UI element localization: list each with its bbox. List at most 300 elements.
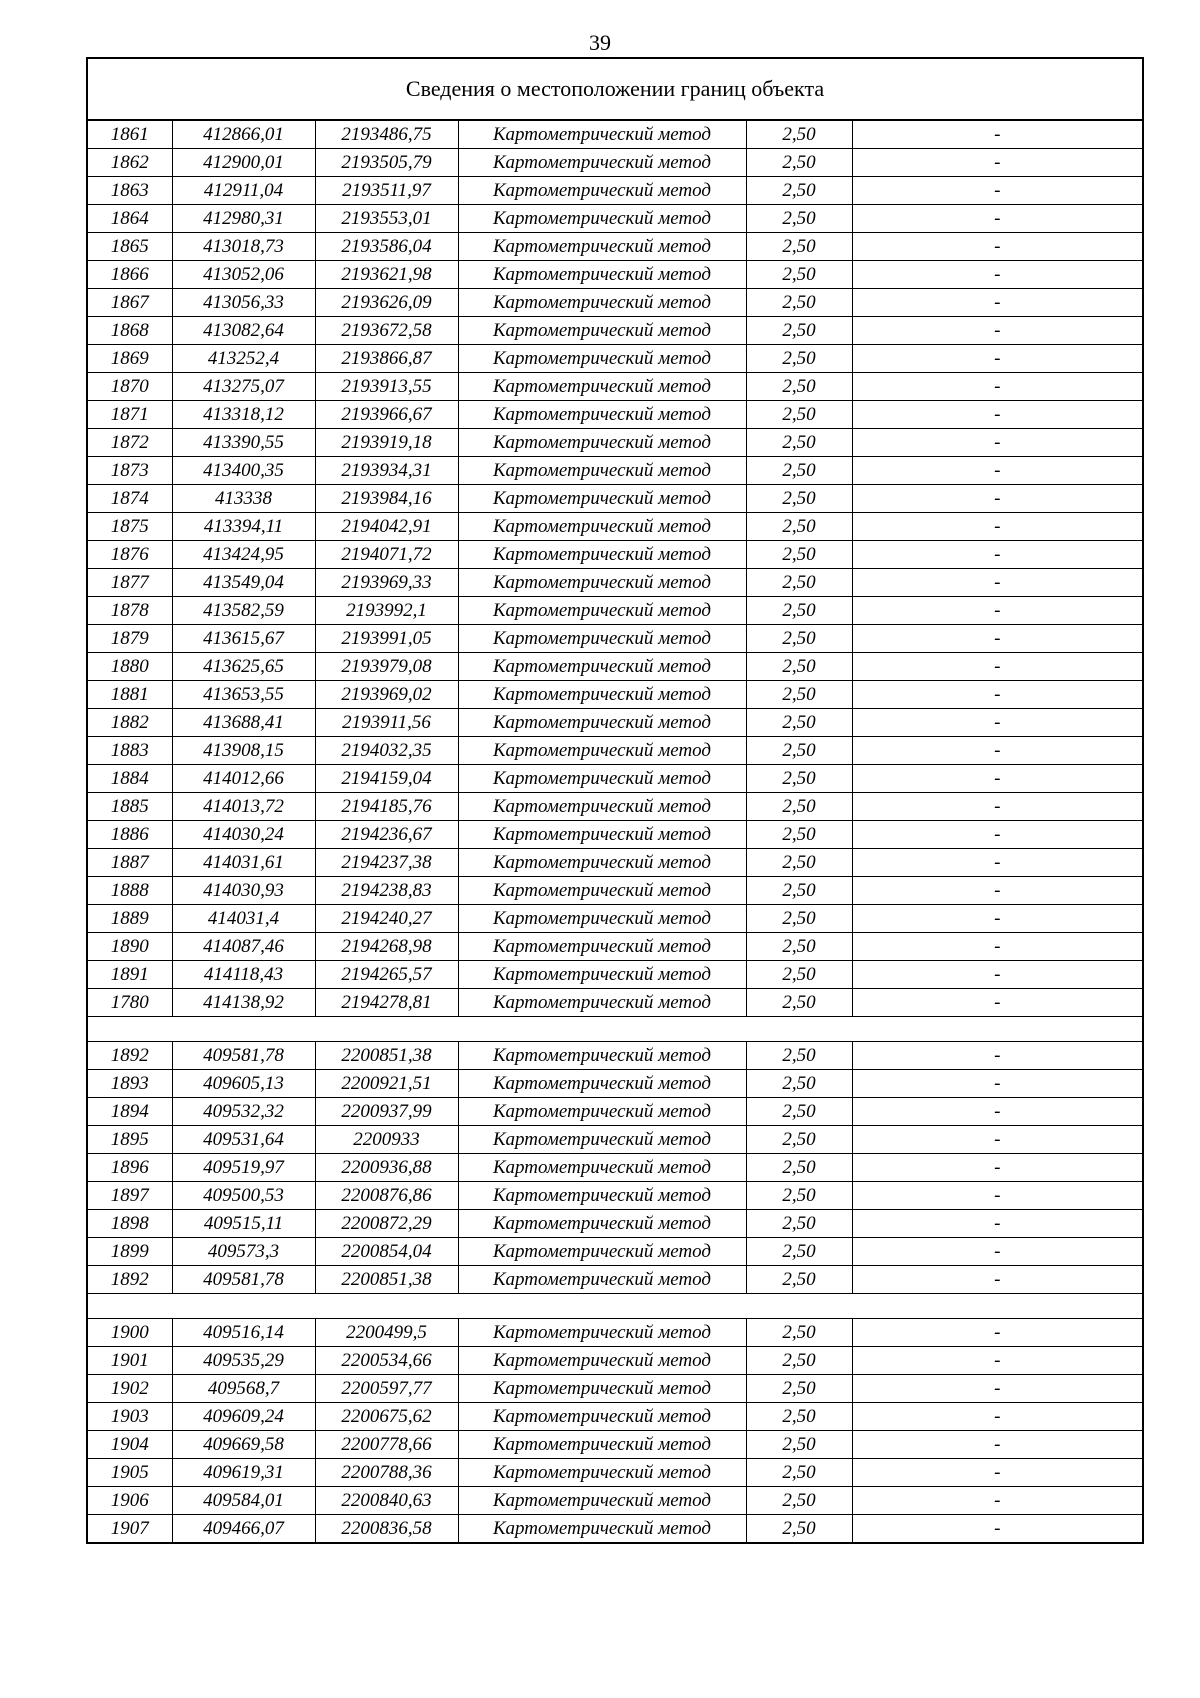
method-cell: Картометрический метод bbox=[458, 1266, 746, 1294]
method-cell: Картометрический метод bbox=[458, 961, 746, 989]
table-row bbox=[88, 1182, 1142, 1210]
page-number: 39 bbox=[589, 30, 611, 55]
description-cell: - bbox=[852, 1154, 1142, 1182]
x-coordinate-cell: 409515,11 bbox=[172, 1210, 315, 1238]
x-coordinate-cell: 413390,55 bbox=[172, 429, 315, 457]
description-cell: - bbox=[852, 1375, 1142, 1403]
accuracy-cell: 2,50 bbox=[746, 1098, 852, 1126]
method-cell: Картометрический метод bbox=[458, 681, 746, 709]
accuracy-cell: 2,50 bbox=[746, 1375, 852, 1403]
table-row bbox=[88, 345, 1142, 373]
method-cell: Картометрический метод bbox=[458, 317, 746, 345]
x-coordinate-cell: 413394,11 bbox=[172, 513, 315, 541]
table-row bbox=[88, 765, 1142, 793]
y-coordinate-cell: 2194236,67 bbox=[315, 821, 458, 849]
accuracy-cell: 2,50 bbox=[746, 877, 852, 905]
x-coordinate-cell: 409581,78 bbox=[172, 1042, 315, 1070]
y-coordinate-cell: 2193979,08 bbox=[315, 653, 458, 681]
point-number-cell: 1892 bbox=[88, 1266, 172, 1294]
x-coordinate-cell: 413908,15 bbox=[172, 737, 315, 765]
x-coordinate-cell: 414031,4 bbox=[172, 905, 315, 933]
table-row bbox=[88, 1042, 1142, 1070]
x-coordinate-cell: 409532,32 bbox=[172, 1098, 315, 1126]
description-cell: - bbox=[852, 177, 1142, 205]
point-number-cell: 1900 bbox=[88, 1319, 172, 1347]
method-cell: Картометрический метод bbox=[458, 1070, 746, 1098]
y-coordinate-cell: 2193621,98 bbox=[315, 261, 458, 289]
point-number-cell: 1892 bbox=[88, 1042, 172, 1070]
table-row bbox=[88, 1375, 1142, 1403]
y-coordinate-cell: 2200937,99 bbox=[315, 1098, 458, 1126]
accuracy-cell: 2,50 bbox=[746, 1487, 852, 1515]
accuracy-cell: 2,50 bbox=[746, 401, 852, 429]
description-cell: - bbox=[852, 149, 1142, 177]
point-number-cell: 1906 bbox=[88, 1487, 172, 1515]
description-cell: - bbox=[852, 1319, 1142, 1347]
method-cell: Картометрический метод bbox=[458, 1182, 746, 1210]
method-cell: Картометрический метод bbox=[458, 121, 746, 149]
y-coordinate-cell: 2194238,83 bbox=[315, 877, 458, 905]
table-row bbox=[88, 233, 1142, 261]
description-cell: - bbox=[852, 681, 1142, 709]
x-coordinate-cell: 413653,55 bbox=[172, 681, 315, 709]
accuracy-cell: 2,50 bbox=[746, 513, 852, 541]
x-coordinate-cell: 413549,04 bbox=[172, 569, 315, 597]
method-cell: Картометрический метод bbox=[458, 1431, 746, 1459]
accuracy-cell: 2,50 bbox=[746, 793, 852, 821]
point-number-cell: 1865 bbox=[88, 233, 172, 261]
x-coordinate-cell: 409535,29 bbox=[172, 1347, 315, 1375]
accuracy-cell: 2,50 bbox=[746, 933, 852, 961]
table-row bbox=[88, 625, 1142, 653]
x-coordinate-cell: 414030,93 bbox=[172, 877, 315, 905]
point-number-cell: 1897 bbox=[88, 1182, 172, 1210]
method-cell: Картометрический метод bbox=[458, 233, 746, 261]
x-coordinate-cell: 412911,04 bbox=[172, 177, 315, 205]
y-coordinate-cell: 2194240,27 bbox=[315, 905, 458, 933]
description-cell: - bbox=[852, 1126, 1142, 1154]
method-cell: Картометрический метод bbox=[458, 989, 746, 1017]
method-cell: Картометрический метод bbox=[458, 1126, 746, 1154]
method-cell: Картометрический метод bbox=[458, 513, 746, 541]
point-number-cell: 1884 bbox=[88, 765, 172, 793]
table-title: Сведения о местоположении границ объекта bbox=[88, 59, 1142, 121]
y-coordinate-cell: 2193966,67 bbox=[315, 401, 458, 429]
y-coordinate-cell: 2193984,16 bbox=[315, 485, 458, 513]
table-row bbox=[88, 849, 1142, 877]
x-coordinate-cell: 412980,31 bbox=[172, 205, 315, 233]
group-separator-cell bbox=[88, 1017, 1142, 1042]
y-coordinate-cell: 2193969,33 bbox=[315, 569, 458, 597]
accuracy-cell: 2,50 bbox=[746, 961, 852, 989]
method-cell: Картометрический метод bbox=[458, 401, 746, 429]
x-coordinate-cell: 414138,92 bbox=[172, 989, 315, 1017]
method-cell: Картометрический метод bbox=[458, 793, 746, 821]
y-coordinate-cell: 2194237,38 bbox=[315, 849, 458, 877]
y-coordinate-cell: 2193586,04 bbox=[315, 233, 458, 261]
accuracy-cell: 2,50 bbox=[746, 457, 852, 485]
x-coordinate-cell: 414031,61 bbox=[172, 849, 315, 877]
point-number-cell: 1863 bbox=[88, 177, 172, 205]
y-coordinate-cell: 2194042,91 bbox=[315, 513, 458, 541]
y-coordinate-cell: 2193991,05 bbox=[315, 625, 458, 653]
table-row bbox=[88, 821, 1142, 849]
point-number-cell: 1861 bbox=[88, 121, 172, 149]
method-cell: Картометрический метод bbox=[458, 821, 746, 849]
accuracy-cell: 2,50 bbox=[746, 905, 852, 933]
table-row bbox=[88, 1459, 1142, 1487]
accuracy-cell: 2,50 bbox=[746, 1266, 852, 1294]
y-coordinate-cell: 2200876,86 bbox=[315, 1182, 458, 1210]
accuracy-cell: 2,50 bbox=[746, 345, 852, 373]
y-coordinate-cell: 2193911,56 bbox=[315, 709, 458, 737]
accuracy-cell: 2,50 bbox=[746, 205, 852, 233]
y-coordinate-cell: 2193969,02 bbox=[315, 681, 458, 709]
point-number-cell: 1902 bbox=[88, 1375, 172, 1403]
coordinates-table-body bbox=[88, 121, 1142, 1542]
table-row bbox=[88, 709, 1142, 737]
y-coordinate-cell: 2194159,04 bbox=[315, 765, 458, 793]
method-cell: Картометрический метод bbox=[458, 1375, 746, 1403]
method-cell: Картометрический метод bbox=[458, 261, 746, 289]
description-cell: - bbox=[852, 597, 1142, 625]
x-coordinate-cell: 413318,12 bbox=[172, 401, 315, 429]
x-coordinate-cell: 413056,33 bbox=[172, 289, 315, 317]
accuracy-cell: 2,50 bbox=[746, 989, 852, 1017]
accuracy-cell: 2,50 bbox=[746, 821, 852, 849]
table-row bbox=[88, 121, 1142, 149]
point-number-cell: 1901 bbox=[88, 1347, 172, 1375]
y-coordinate-cell: 2194268,98 bbox=[315, 933, 458, 961]
description-cell: - bbox=[852, 961, 1142, 989]
table-row bbox=[88, 961, 1142, 989]
x-coordinate-cell: 409573,3 bbox=[172, 1238, 315, 1266]
point-number-cell: 1874 bbox=[88, 485, 172, 513]
x-coordinate-cell: 409609,24 bbox=[172, 1403, 315, 1431]
point-number-cell: 1871 bbox=[88, 401, 172, 429]
table-row bbox=[88, 373, 1142, 401]
table-row bbox=[88, 597, 1142, 625]
table-row bbox=[88, 793, 1142, 821]
description-cell: - bbox=[852, 905, 1142, 933]
description-cell: - bbox=[852, 261, 1142, 289]
point-number-cell: 1876 bbox=[88, 541, 172, 569]
description-cell: - bbox=[852, 569, 1142, 597]
accuracy-cell: 2,50 bbox=[746, 1238, 852, 1266]
description-cell: - bbox=[852, 1042, 1142, 1070]
x-coordinate-cell: 409605,13 bbox=[172, 1070, 315, 1098]
table-row bbox=[88, 989, 1142, 1017]
point-number-cell: 1896 bbox=[88, 1154, 172, 1182]
x-coordinate-cell: 413625,65 bbox=[172, 653, 315, 681]
point-number-cell: 1887 bbox=[88, 849, 172, 877]
x-coordinate-cell: 409568,7 bbox=[172, 1375, 315, 1403]
point-number-cell: 1877 bbox=[88, 569, 172, 597]
point-number-cell: 1894 bbox=[88, 1098, 172, 1126]
y-coordinate-cell: 2193511,97 bbox=[315, 177, 458, 205]
y-coordinate-cell: 2193866,87 bbox=[315, 345, 458, 373]
y-coordinate-cell: 2200597,77 bbox=[315, 1375, 458, 1403]
accuracy-cell: 2,50 bbox=[746, 485, 852, 513]
description-cell: - bbox=[852, 1431, 1142, 1459]
description-cell: - bbox=[852, 205, 1142, 233]
method-cell: Картометрический метод bbox=[458, 1210, 746, 1238]
point-number-cell: 1907 bbox=[88, 1515, 172, 1543]
table-row bbox=[88, 541, 1142, 569]
table-row bbox=[88, 401, 1142, 429]
y-coordinate-cell: 2200788,36 bbox=[315, 1459, 458, 1487]
method-cell: Картометрический метод bbox=[458, 373, 746, 401]
description-cell: - bbox=[852, 653, 1142, 681]
y-coordinate-cell: 2194071,72 bbox=[315, 541, 458, 569]
accuracy-cell: 2,50 bbox=[746, 1403, 852, 1431]
point-number-cell: 1899 bbox=[88, 1238, 172, 1266]
point-number-cell: 1889 bbox=[88, 905, 172, 933]
accuracy-cell: 2,50 bbox=[746, 373, 852, 401]
accuracy-cell: 2,50 bbox=[746, 1431, 852, 1459]
x-coordinate-cell: 414030,24 bbox=[172, 821, 315, 849]
x-coordinate-cell: 412866,01 bbox=[172, 121, 315, 149]
table-row bbox=[88, 653, 1142, 681]
method-cell: Картометрический метод bbox=[458, 1238, 746, 1266]
x-coordinate-cell: 409519,97 bbox=[172, 1154, 315, 1182]
x-coordinate-cell: 413275,07 bbox=[172, 373, 315, 401]
method-cell: Картометрический метод bbox=[458, 905, 746, 933]
y-coordinate-cell: 2200534,66 bbox=[315, 1347, 458, 1375]
method-cell: Картометрический метод bbox=[458, 177, 746, 205]
y-coordinate-cell: 2200836,58 bbox=[315, 1515, 458, 1543]
x-coordinate-cell: 409584,01 bbox=[172, 1487, 315, 1515]
description-cell: - bbox=[852, 1347, 1142, 1375]
point-number-cell: 1886 bbox=[88, 821, 172, 849]
accuracy-cell: 2,50 bbox=[746, 1459, 852, 1487]
method-cell: Картометрический метод bbox=[458, 541, 746, 569]
method-cell: Картометрический метод bbox=[458, 1459, 746, 1487]
description-cell: - bbox=[852, 1266, 1142, 1294]
point-number-cell: 1891 bbox=[88, 961, 172, 989]
accuracy-cell: 2,50 bbox=[746, 681, 852, 709]
description-cell: - bbox=[852, 849, 1142, 877]
y-coordinate-cell: 2200921,51 bbox=[315, 1070, 458, 1098]
point-number-cell: 1879 bbox=[88, 625, 172, 653]
point-number-cell: 1878 bbox=[88, 597, 172, 625]
x-coordinate-cell: 413582,59 bbox=[172, 597, 315, 625]
table-row bbox=[88, 1347, 1142, 1375]
y-coordinate-cell: 2200778,66 bbox=[315, 1431, 458, 1459]
y-coordinate-cell: 2194265,57 bbox=[315, 961, 458, 989]
y-coordinate-cell: 2193992,1 bbox=[315, 597, 458, 625]
y-coordinate-cell: 2193626,09 bbox=[315, 289, 458, 317]
x-coordinate-cell: 409619,31 bbox=[172, 1459, 315, 1487]
accuracy-cell: 2,50 bbox=[746, 177, 852, 205]
table-row bbox=[88, 289, 1142, 317]
table-row bbox=[88, 457, 1142, 485]
description-cell: - bbox=[852, 709, 1142, 737]
x-coordinate-cell: 413338 bbox=[172, 485, 315, 513]
x-coordinate-cell: 414118,43 bbox=[172, 961, 315, 989]
method-cell: Картометрический метод bbox=[458, 877, 746, 905]
accuracy-cell: 2,50 bbox=[746, 317, 852, 345]
description-cell: - bbox=[852, 625, 1142, 653]
point-number-cell: 1866 bbox=[88, 261, 172, 289]
y-coordinate-cell: 2193913,55 bbox=[315, 373, 458, 401]
boundary-table bbox=[86, 57, 1144, 1544]
method-cell: Картометрический метод bbox=[458, 289, 746, 317]
accuracy-cell: 2,50 bbox=[746, 1070, 852, 1098]
point-number-cell: 1870 bbox=[88, 373, 172, 401]
table-row bbox=[88, 1403, 1142, 1431]
point-number-cell: 1872 bbox=[88, 429, 172, 457]
point-number-cell: 1780 bbox=[88, 989, 172, 1017]
table-row bbox=[88, 737, 1142, 765]
table-row bbox=[88, 1487, 1142, 1515]
point-number-cell: 1895 bbox=[88, 1126, 172, 1154]
accuracy-cell: 2,50 bbox=[746, 597, 852, 625]
description-cell: - bbox=[852, 457, 1142, 485]
method-cell: Картометрический метод bbox=[458, 597, 746, 625]
point-number-cell: 1867 bbox=[88, 289, 172, 317]
table-row bbox=[88, 1070, 1142, 1098]
point-number-cell: 1873 bbox=[88, 457, 172, 485]
table-row bbox=[88, 149, 1142, 177]
group-separator-row bbox=[88, 1294, 1142, 1319]
method-cell: Картометрический метод bbox=[458, 569, 746, 597]
accuracy-cell: 2,50 bbox=[746, 1182, 852, 1210]
accuracy-cell: 2,50 bbox=[746, 849, 852, 877]
x-coordinate-cell: 413400,35 bbox=[172, 457, 315, 485]
description-cell: - bbox=[852, 121, 1142, 149]
y-coordinate-cell: 2200840,63 bbox=[315, 1487, 458, 1515]
y-coordinate-cell: 2194185,76 bbox=[315, 793, 458, 821]
method-cell: Картометрический метод bbox=[458, 429, 746, 457]
description-cell: - bbox=[852, 765, 1142, 793]
table-row bbox=[88, 1154, 1142, 1182]
description-cell: - bbox=[852, 1515, 1142, 1543]
x-coordinate-cell: 414012,66 bbox=[172, 765, 315, 793]
method-cell: Картометрический метод bbox=[458, 709, 746, 737]
coordinates-table bbox=[88, 121, 1142, 1542]
accuracy-cell: 2,50 bbox=[746, 625, 852, 653]
y-coordinate-cell: 2193919,18 bbox=[315, 429, 458, 457]
x-coordinate-cell: 413252,4 bbox=[172, 345, 315, 373]
method-cell: Картометрический метод bbox=[458, 457, 746, 485]
x-coordinate-cell: 409531,64 bbox=[172, 1126, 315, 1154]
method-cell: Картометрический метод bbox=[458, 933, 746, 961]
description-cell: - bbox=[852, 373, 1142, 401]
x-coordinate-cell: 409466,07 bbox=[172, 1515, 315, 1543]
point-number-cell: 1904 bbox=[88, 1431, 172, 1459]
description-cell: - bbox=[852, 737, 1142, 765]
method-cell: Картометрический метод bbox=[458, 1098, 746, 1126]
table-row bbox=[88, 513, 1142, 541]
method-cell: Картометрический метод bbox=[458, 653, 746, 681]
accuracy-cell: 2,50 bbox=[746, 429, 852, 457]
method-cell: Картометрический метод bbox=[458, 1487, 746, 1515]
description-cell: - bbox=[852, 933, 1142, 961]
point-number-cell: 1869 bbox=[88, 345, 172, 373]
point-number-cell: 1881 bbox=[88, 681, 172, 709]
accuracy-cell: 2,50 bbox=[746, 653, 852, 681]
description-cell: - bbox=[852, 233, 1142, 261]
y-coordinate-cell: 2200854,04 bbox=[315, 1238, 458, 1266]
description-cell: - bbox=[852, 1403, 1142, 1431]
table-row bbox=[88, 485, 1142, 513]
point-number-cell: 1893 bbox=[88, 1070, 172, 1098]
point-number-cell: 1868 bbox=[88, 317, 172, 345]
accuracy-cell: 2,50 bbox=[746, 765, 852, 793]
method-cell: Картометрический метод bbox=[458, 625, 746, 653]
x-coordinate-cell: 413424,95 bbox=[172, 541, 315, 569]
table-row bbox=[88, 681, 1142, 709]
x-coordinate-cell: 409516,14 bbox=[172, 1319, 315, 1347]
table-row bbox=[88, 429, 1142, 457]
table-row bbox=[88, 1238, 1142, 1266]
description-cell: - bbox=[852, 1459, 1142, 1487]
description-cell: - bbox=[852, 541, 1142, 569]
method-cell: Картометрический метод bbox=[458, 1403, 746, 1431]
point-number-cell: 1898 bbox=[88, 1210, 172, 1238]
method-cell: Картометрический метод bbox=[458, 485, 746, 513]
table-row bbox=[88, 1319, 1142, 1347]
description-cell: - bbox=[852, 429, 1142, 457]
point-number-cell: 1864 bbox=[88, 205, 172, 233]
y-coordinate-cell: 2200936,88 bbox=[315, 1154, 458, 1182]
table-row bbox=[88, 317, 1142, 345]
table-row bbox=[88, 1098, 1142, 1126]
y-coordinate-cell: 2200499,5 bbox=[315, 1319, 458, 1347]
description-cell: - bbox=[852, 485, 1142, 513]
table-row bbox=[88, 905, 1142, 933]
table-row bbox=[88, 933, 1142, 961]
table-row bbox=[88, 177, 1142, 205]
x-coordinate-cell: 409581,78 bbox=[172, 1266, 315, 1294]
method-cell: Картометрический метод bbox=[458, 849, 746, 877]
description-cell: - bbox=[852, 1487, 1142, 1515]
accuracy-cell: 2,50 bbox=[746, 1126, 852, 1154]
method-cell: Картометрический метод bbox=[458, 737, 746, 765]
table-row bbox=[88, 1515, 1142, 1543]
accuracy-cell: 2,50 bbox=[746, 1154, 852, 1182]
accuracy-cell: 2,50 bbox=[746, 737, 852, 765]
y-coordinate-cell: 2194032,35 bbox=[315, 737, 458, 765]
y-coordinate-cell: 2193934,31 bbox=[315, 457, 458, 485]
description-cell: - bbox=[852, 1210, 1142, 1238]
accuracy-cell: 2,50 bbox=[746, 1347, 852, 1375]
method-cell: Картометрический метод bbox=[458, 205, 746, 233]
method-cell: Картометрический метод bbox=[458, 765, 746, 793]
method-cell: Картометрический метод bbox=[458, 1515, 746, 1543]
point-number-cell: 1903 bbox=[88, 1403, 172, 1431]
point-number-cell: 1905 bbox=[88, 1459, 172, 1487]
table-row bbox=[88, 261, 1142, 289]
x-coordinate-cell: 409669,58 bbox=[172, 1431, 315, 1459]
y-coordinate-cell: 2194278,81 bbox=[315, 989, 458, 1017]
accuracy-cell: 2,50 bbox=[746, 289, 852, 317]
group-separator-cell bbox=[88, 1294, 1142, 1319]
x-coordinate-cell: 413052,06 bbox=[172, 261, 315, 289]
method-cell: Картометрический метод bbox=[458, 1042, 746, 1070]
x-coordinate-cell: 414087,46 bbox=[172, 933, 315, 961]
point-number-cell: 1875 bbox=[88, 513, 172, 541]
table-row bbox=[88, 1266, 1142, 1294]
x-coordinate-cell: 413615,67 bbox=[172, 625, 315, 653]
point-number-cell: 1888 bbox=[88, 877, 172, 905]
y-coordinate-cell: 2200851,38 bbox=[315, 1266, 458, 1294]
x-coordinate-cell: 409500,53 bbox=[172, 1182, 315, 1210]
accuracy-cell: 2,50 bbox=[746, 233, 852, 261]
method-cell: Картометрический метод bbox=[458, 1154, 746, 1182]
y-coordinate-cell: 2200851,38 bbox=[315, 1042, 458, 1070]
